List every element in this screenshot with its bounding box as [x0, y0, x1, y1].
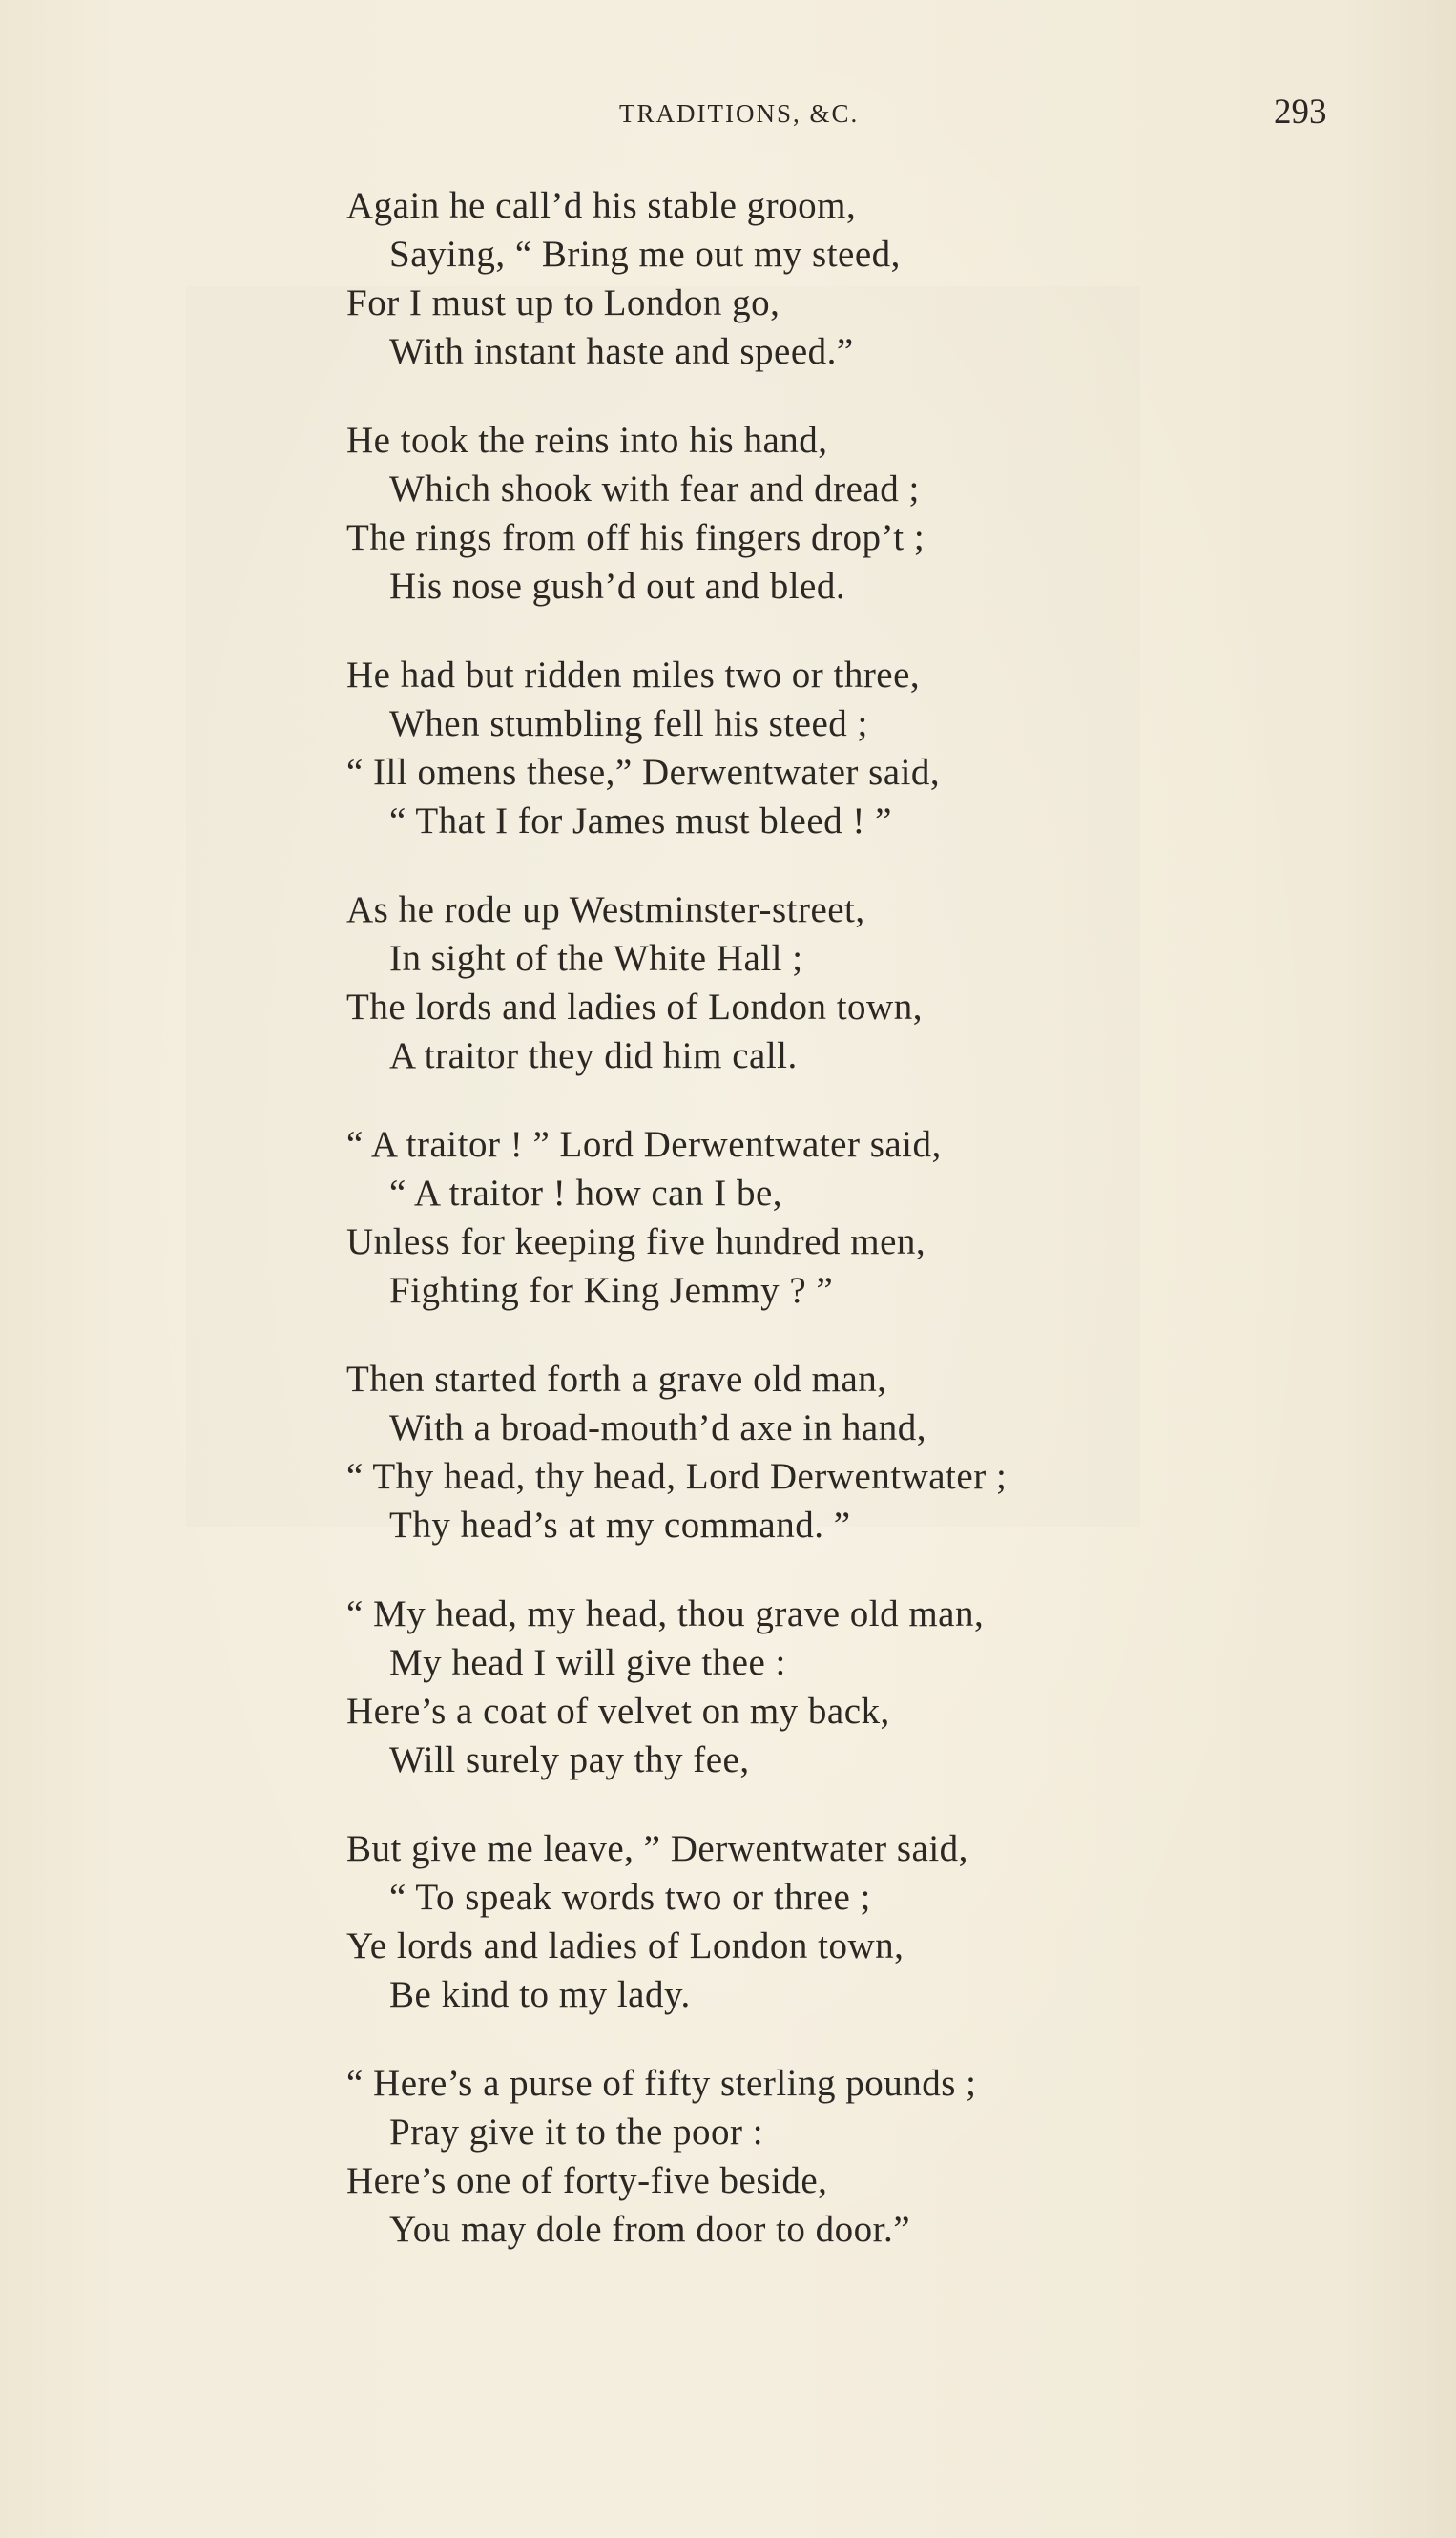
poem-line: Which shook with fear and dread ;: [389, 468, 920, 510]
poem: [346, 181, 1405, 2294]
poem-line: “ Ill omens these,” Derwentwater said,: [346, 752, 941, 793]
poem-line: As he rode up Westminster-street,: [346, 889, 865, 930]
stanza: [346, 1355, 1405, 1550]
poem-line: Saying, “ Bring me out my steed,: [389, 234, 901, 275]
poem-line: With instant haste and speed.”: [389, 331, 854, 372]
poem-line: A traitor they did him call.: [389, 1035, 798, 1076]
poem-line: The rings from off his fingers drop’t ;: [346, 517, 926, 558]
stanza: [346, 885, 1405, 1080]
poem-line: “ Here’s a purse of fifty sterling pounds ;: [346, 2063, 977, 2104]
poem-line: Ye lords and ladies of London town,: [346, 1925, 905, 1966]
poem-line: Fighting for King Jemmy ? ”: [389, 1270, 834, 1311]
poem-line: When stumbling fell his steed ;: [389, 703, 868, 744]
poem-line: Pray give it to the poor :: [389, 2112, 764, 2153]
poem-line: “ That I for James must bleed ! ”: [389, 801, 892, 842]
poem-line: Here’s one of forty-five beside,: [346, 2160, 828, 2201]
poem-line: Again he call’d his stable groom,: [346, 185, 857, 226]
stanza: [346, 416, 1405, 611]
stanza: [346, 181, 1405, 376]
poem-line: The lords and ladies of London town,: [346, 987, 923, 1028]
poem-line: Thy head’s at my command. ”: [389, 1505, 851, 1546]
poem-line: My head I will give thee :: [389, 1642, 786, 1683]
poem-line: Be kind to my lady.: [389, 1974, 691, 2015]
stanza: [346, 651, 1405, 845]
page-number: 293: [1274, 93, 1327, 132]
poem-line: Then started forth a grave old man,: [346, 1359, 887, 1400]
poem-line: “ To speak words two or three ;: [389, 1877, 871, 1918]
poem-line: With a broad-mouth’d axe in hand,: [389, 1407, 926, 1448]
stanza: [346, 2059, 1405, 2254]
stanza: [346, 1590, 1405, 1784]
poem-line: Will surely pay thy fee,: [389, 1739, 750, 1780]
poem-line: You may dole from door to door.”: [389, 2209, 911, 2250]
poem-line: Unless for keeping five hundred men,: [346, 1221, 926, 1262]
poem-line: “ My head, my head, thou grave old man,: [346, 1593, 985, 1634]
stanza: [346, 1824, 1405, 2019]
poem-line: He took the reins into his hand,: [346, 420, 828, 461]
poem-line: Here’s a coat of velvet on my back,: [346, 1691, 890, 1732]
poem-line: “ Thy head, thy head, Lord Derwentwater ;: [346, 1456, 1008, 1497]
poem-line: “ A traitor ! how can I be,: [389, 1173, 783, 1214]
poem-line: His nose gush’d out and bled.: [389, 566, 846, 607]
poem-line: He had but ridden miles two or three,: [346, 655, 921, 696]
running-head: TRADITIONS, &C.: [619, 99, 860, 128]
poem-line: In sight of the White Hall ;: [389, 938, 803, 979]
poem-line: “ A traitor ! ” Lord Derwentwater said,: [346, 1124, 942, 1165]
stanza: [346, 1120, 1405, 1315]
poem-line: For I must up to London go,: [346, 282, 780, 323]
poem-line: But give me leave, ” Derwentwater said,: [346, 1828, 968, 1869]
